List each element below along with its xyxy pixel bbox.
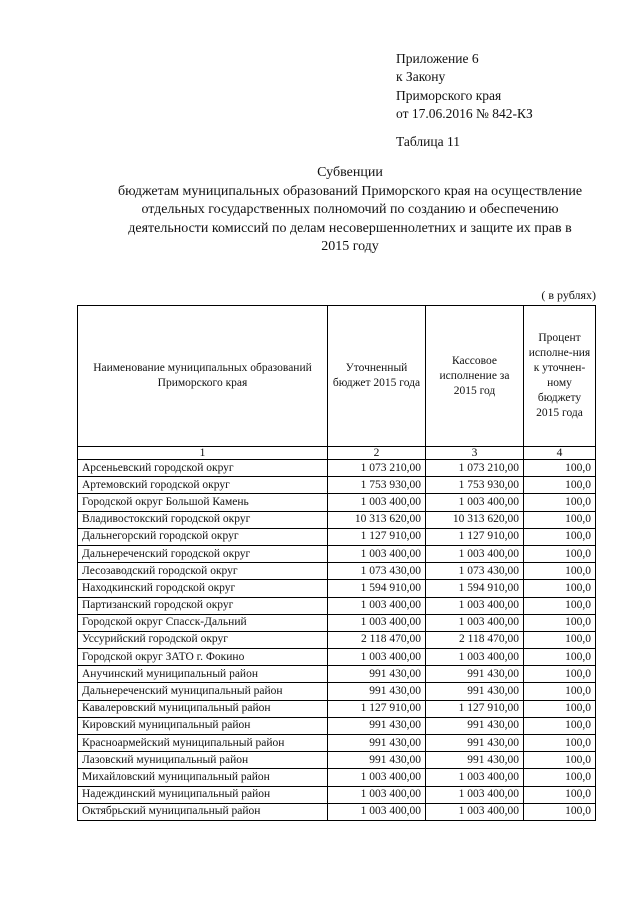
percent-value: 100,0 (524, 494, 596, 511)
title-line: бюджетам муниципальных образований Приморского края на осуществление (117, 183, 583, 199)
budget-value: 1 753 930,00 (328, 477, 426, 494)
table-row (78, 460, 596, 477)
budget-value: 10 313 620,00 (328, 511, 426, 528)
budget-value: 991 430,00 (328, 717, 426, 734)
percent-value: 100,0 (524, 614, 596, 631)
units-note: ( в рублях) (541, 288, 596, 302)
table-row (78, 752, 596, 769)
municipality-name: Михайловский муниципальный район (78, 769, 328, 786)
column-number: 1 (78, 447, 328, 460)
budget-value: 1 003 400,00 (328, 494, 426, 511)
municipality-name: Кавалеровский муниципальный район (78, 700, 328, 717)
budget-value: 1 003 400,00 (328, 649, 426, 666)
municipality-name: Артемовский городской округ (78, 477, 328, 494)
municipality-name: Красноармейский муниципальный район (78, 735, 328, 752)
column-number: 3 (426, 447, 524, 460)
budget-value: 1 003 400,00 (328, 597, 426, 614)
municipality-name: Городской округ ЗАТО г. Фокино (78, 649, 328, 666)
budget-value: 1 003 400,00 (328, 786, 426, 803)
table-row (78, 631, 596, 648)
municipality-name: Лесозаводский городской округ (78, 563, 328, 580)
percent-value: 100,0 (524, 649, 596, 666)
executed-value: 1 073 430,00 (426, 563, 524, 580)
table-row (78, 597, 596, 614)
percent-value: 100,0 (524, 752, 596, 769)
column-header-budget: Уточненный бюджет 2015 года (328, 306, 426, 447)
executed-value: 10 313 620,00 (426, 511, 524, 528)
table-row (78, 563, 596, 580)
municipality-name: Дальнереченский муниципальный район (78, 683, 328, 700)
document-title (60, 164, 640, 257)
percent-value: 100,0 (524, 580, 596, 597)
municipality-name: Надеждинский муниципальный район (78, 786, 328, 803)
table-row (78, 683, 596, 700)
municipality-name: Партизанский городской округ (78, 597, 328, 614)
executed-value: 991 430,00 (426, 752, 524, 769)
column-number-row (78, 447, 596, 460)
percent-value: 100,0 (524, 477, 596, 494)
budget-value: 1 003 400,00 (328, 614, 426, 631)
percent-value: 100,0 (524, 700, 596, 717)
executed-value: 1 003 400,00 (426, 786, 524, 803)
municipality-name: Находкинский городской округ (78, 580, 328, 597)
table-body (78, 460, 596, 821)
municipality-name: Кировский муниципальный район (78, 717, 328, 734)
percent-value: 100,0 (524, 460, 596, 477)
executed-value: 991 430,00 (426, 683, 524, 700)
percent-value: 100,0 (524, 511, 596, 528)
column-header-percent: Процент исполне-ния к уточнен-ному бюджету 2015 года (524, 306, 596, 447)
municipality-name: Дальнегорский городской округ (78, 528, 328, 545)
table-row (78, 494, 596, 511)
executed-value: 1 003 400,00 (426, 803, 524, 820)
municipality-name: Лазовский муниципальный район (78, 752, 328, 769)
appendix-line: Приложение 6 (396, 51, 479, 66)
executed-value: 1 127 910,00 (426, 528, 524, 545)
column-header-executed: Кассовое исполнение за 2015 год (426, 306, 524, 447)
budget-value: 991 430,00 (328, 666, 426, 683)
column-number: 2 (328, 447, 426, 460)
percent-value: 100,0 (524, 786, 596, 803)
budget-value: 2 118 470,00 (328, 631, 426, 648)
table-row (78, 545, 596, 562)
executed-value: 1 003 400,00 (426, 597, 524, 614)
appendix-line: Приморского края (396, 87, 502, 103)
budget-value: 991 430,00 (328, 735, 426, 752)
budget-value: 1 073 210,00 (328, 460, 426, 477)
municipality-name: Владивостокский городской округ (78, 511, 328, 528)
appendix-line: от 17.06.2016 № 842-КЗ (396, 105, 533, 121)
table-row (78, 717, 596, 734)
municipality-name: Уссурийский городской округ (78, 631, 328, 648)
table-row (78, 580, 596, 597)
executed-value: 991 430,00 (426, 717, 524, 734)
percent-value: 100,0 (524, 545, 596, 562)
executed-value: 1 003 400,00 (426, 769, 524, 786)
table-row (78, 511, 596, 528)
table-row (78, 528, 596, 545)
budget-value: 1 127 910,00 (328, 528, 426, 545)
budget-value: 1 003 400,00 (328, 769, 426, 786)
executed-value: 1 073 210,00 (426, 460, 524, 477)
budget-value: 1 073 430,00 (328, 563, 426, 580)
table-row (78, 477, 596, 494)
municipality-name: Дальнереченский городской округ (78, 545, 328, 562)
executed-value: 1 003 400,00 (426, 545, 524, 562)
budget-value: 1 003 400,00 (328, 545, 426, 562)
municipality-name: Октябрьский муниципальный район (78, 803, 328, 820)
table-row (78, 735, 596, 752)
municipality-name: Анучинский муниципальный район (78, 666, 328, 683)
percent-value: 100,0 (524, 563, 596, 580)
municipality-name: Городской округ Большой Камень (78, 494, 328, 511)
table-row (78, 700, 596, 717)
table-header-row (78, 306, 596, 447)
budget-value: 991 430,00 (328, 683, 426, 700)
percent-value: 100,0 (524, 666, 596, 683)
appendix-header (396, 50, 533, 123)
executed-value: 1 003 400,00 (426, 614, 524, 631)
municipality-name: Арсеньевский городской округ (78, 460, 328, 477)
percent-value: 100,0 (524, 735, 596, 752)
budget-value: 1 594 910,00 (328, 580, 426, 597)
executed-value: 1 003 400,00 (426, 649, 524, 666)
executed-value: 2 118 470,00 (426, 631, 524, 648)
executed-value: 1 753 930,00 (426, 477, 524, 494)
percent-value: 100,0 (524, 683, 596, 700)
budget-value: 1 003 400,00 (328, 803, 426, 820)
table-row (78, 803, 596, 820)
budget-value: 1 127 910,00 (328, 700, 426, 717)
percent-value: 100,0 (524, 717, 596, 734)
appendix-line: к Закону (396, 69, 446, 85)
percent-value: 100,0 (524, 631, 596, 648)
title-line: 2015 году (321, 239, 379, 254)
column-number: 4 (524, 447, 596, 460)
table-row (78, 614, 596, 631)
executed-value: 1 127 910,00 (426, 700, 524, 717)
executed-value: 1 003 400,00 (426, 494, 524, 511)
percent-value: 100,0 (524, 803, 596, 820)
subventions-table (77, 305, 596, 821)
percent-value: 100,0 (524, 597, 596, 614)
table-row (78, 786, 596, 803)
percent-value: 100,0 (524, 528, 596, 545)
table-row (78, 649, 596, 666)
table-row (78, 666, 596, 683)
executed-value: 1 594 910,00 (426, 580, 524, 597)
budget-value: 991 430,00 (328, 752, 426, 769)
executed-value: 991 430,00 (426, 735, 524, 752)
table-row (78, 769, 596, 786)
table-label: Таблица 11 (396, 134, 460, 149)
percent-value: 100,0 (524, 769, 596, 786)
title-line: Субвенции (317, 165, 383, 180)
column-header-name: Наименование муниципальных образований Приморского края (78, 306, 328, 447)
title-line: деятельности комиссий по делам несовершеннолетних и защите их прав в (128, 220, 572, 236)
title-line: отдельных государственных полномочий по созданию и обеспечению (141, 202, 559, 217)
executed-value: 991 430,00 (426, 666, 524, 683)
municipality-name: Городской округ Спасск-Дальний (78, 614, 328, 631)
